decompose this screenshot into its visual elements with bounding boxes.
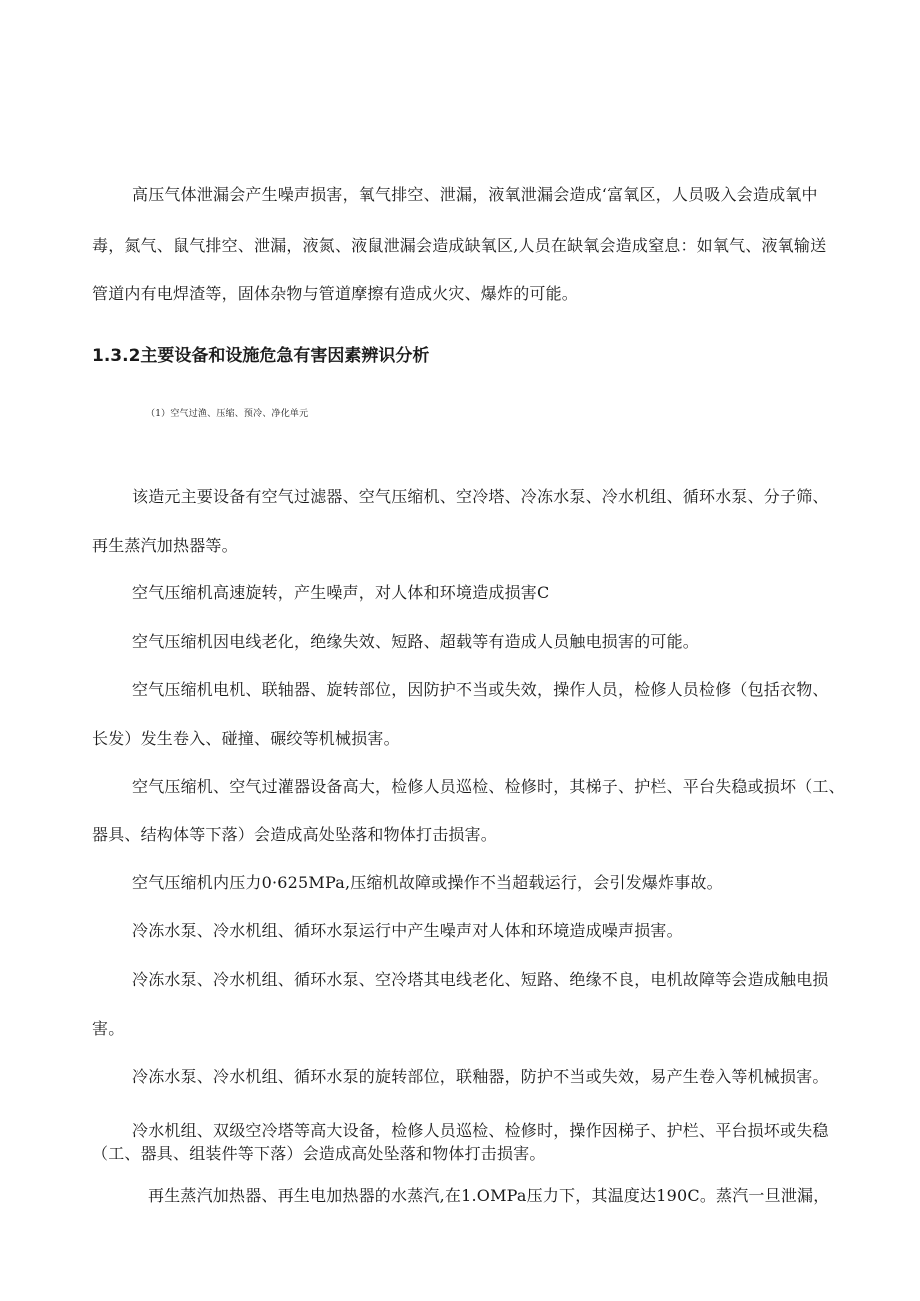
paragraph-12: 再生蒸汽加热器、再生电加热器的水蒸汽,在1.OMPa压力下，其温度达190C。蒸汽一旦泄漏， [148, 1186, 830, 1205]
paragraph-4: 空气压缩机因电线老化，绝缘失效、短路、超载等有造成人员触电损害的可能。 [132, 632, 700, 651]
paragraph-1-line-2: 毒，氮气、鼠气排空、泄漏，液氮、液鼠泄漏会造成缺氧区,人员在缺氧会造成窒息：如氧气、液氧输送 [92, 236, 827, 255]
paragraph-5-line-1: 空气压缩机电机、联轴器、旋转部位，因防护不当或失效，操作人员，检修人员检修（包括衣物、 [132, 680, 829, 699]
paragraph-7: 空气压缩机内压力0·625MPa,压缩机故障或操作不当超载运行，会引发爆炸事故。 [132, 873, 723, 892]
paragraph-8: 冷冻水泵、冷水机组、循环水泵运行中产生噪声对人体和环境造成噪声损害。 [132, 921, 683, 940]
paragraph-9-line-2: 害。 [92, 1019, 125, 1038]
paragraph-10: 冷冻水泵、冷水机组、循环水泵的旋转部位，联釉器，防护不当或失效，易产生卷入等机械损害。 [132, 1067, 829, 1086]
paragraph-1-line-3: 管道内有电焊渣等，固体杂物与管道摩擦有造成火灾、爆炸的可能。 [92, 284, 579, 303]
section-heading: 1.3.2主要设备和设施危急有害因素辨识分析 [92, 346, 430, 366]
paragraph-11-line-1: 冷水机组、双级空冷塔等高大设备，检修人员巡检、检修时，操作因梯子、护栏、平台损坏或失稳 [132, 1121, 829, 1140]
subsection-heading: （1）空气过渔、压缩、预冷、净化单元 [146, 409, 309, 419]
paragraph-1-line-1: 高压气体泄漏会产生噪声损害，氧气排空、泄漏，液氧泄漏会造成‘富氧区，人员吸入会造成氧中 [132, 185, 818, 204]
paragraph-3: 空气压缩机高速旋转，产生噪声，对人体和环境造成损害C [132, 583, 550, 602]
paragraph-2-line-1: 该造元主要设备有空气过滤器、空气压缩机、空冷塔、冷冻水泵、冷水机组、循环水泵、分子筛、 [132, 487, 829, 506]
paragraph-5-line-2: 长发）发生卷入、碰撞、碾绞等机械损害。 [92, 729, 400, 748]
paragraph-11-line-2: （工、器具、组装件等下落）会造成高处坠落和物体打击损害。 [92, 1144, 546, 1163]
paragraph-6-line-2: 器具、结构体等下落）会造成高处坠落和物体打击损害。 [92, 825, 498, 844]
paragraph-2-line-2: 再生蒸汽加热器等。 [92, 536, 238, 555]
paragraph-6-line-1: 空气压缩机、空气过灌器设备高大，检修人员巡检、检修时，其梯子、护栏、平台失稳或损坏（工、 [132, 777, 845, 796]
paragraph-9-line-1: 冷冻水泵、冷水机组、循环水泵、空冷塔其电线老化、短路、绝缘不良，电机故障等会造成触电损 [132, 970, 829, 989]
